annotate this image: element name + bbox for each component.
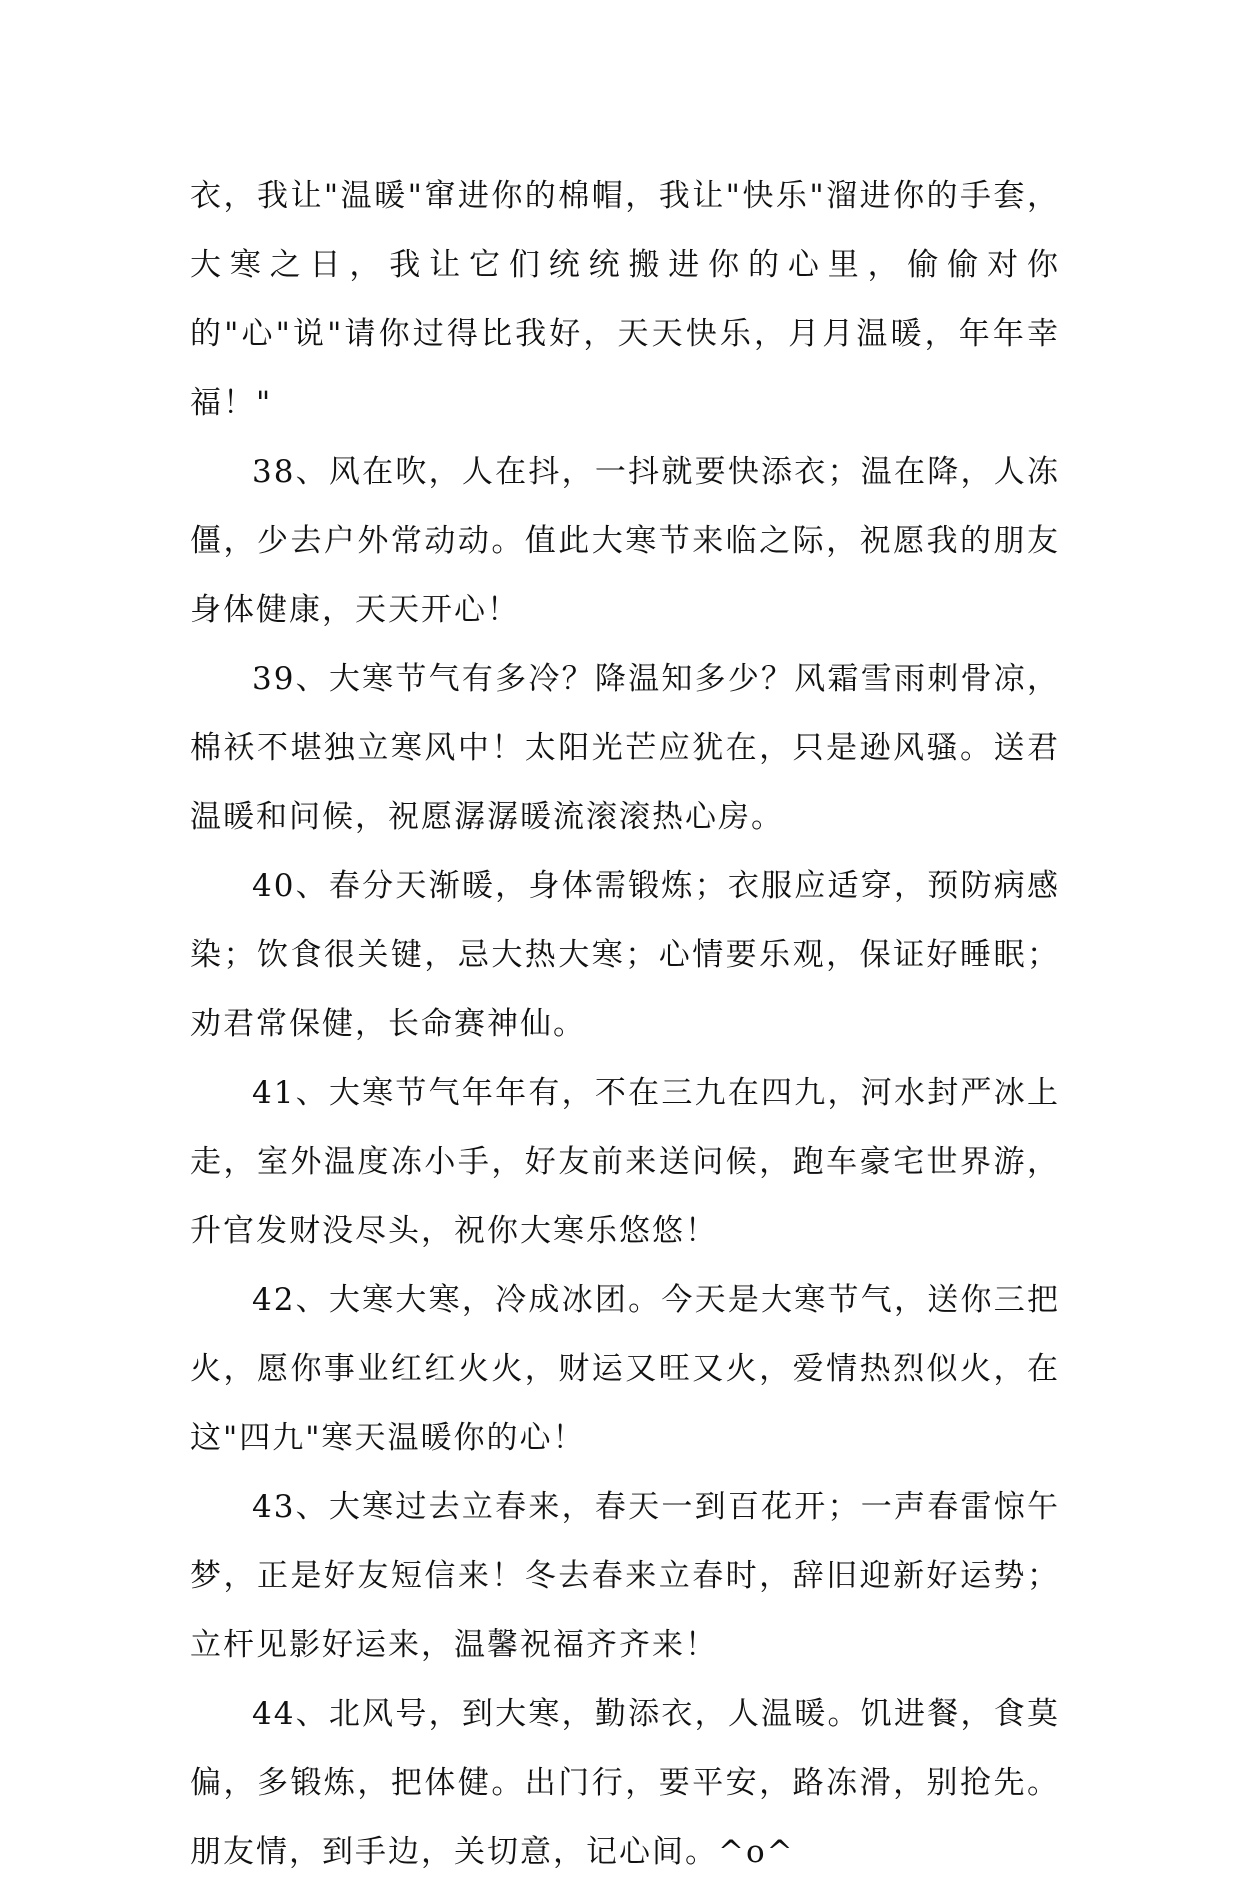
paragraph-continued: 衣，我让"温暖"窜进你的棉帽，我让"快乐"溜进你的手套，大寒之日，我让它们统统搬进你的心里，偷偷对你的"心"说"请你过得比我好，天天快乐，月月温暖，年年幸福！" xyxy=(190,178,1060,421)
paragraph-40: 40、春分天渐暖，身体需锻炼；衣服应适穿，预防病感染；饮食很关键，忌大热大寒；心情要乐观，保证好睡眠；劝君常保健，长命赛神仙。 xyxy=(190,868,1060,1042)
paragraph-43: 43、大寒过去立春来，春天一到百花开；一声春雷惊午梦，正是好友短信来！冬去春来立春时，辞旧迎新好运势；立杆见影好运来，温馨祝福齐齐来！ xyxy=(190,1489,1060,1663)
paragraph-42: 42、大寒大寒，冷成冰团。今天是大寒节气，送你三把火，愿你事业红红火火，财运又旺又火，爱情热烈似火，在这"四九"寒天温暖你的心！ xyxy=(190,1282,1060,1456)
paragraph-44: 44、北风号，到大寒，勤添衣，人温暖。饥进餐，食莫偏，多锻炼，把体健。出门行，要平安，路冻滑，别抢先。朋友情，到手边，关切意，记心间。^o^ xyxy=(190,1696,1060,1870)
document-body xyxy=(190,162,1060,1887)
paragraph-38: 38、风在吹，人在抖，一抖就要快添衣；温在降，人冻僵，少去户外常动动。值此大寒节来临之际，祝愿我的朋友身体健康，天天开心！ xyxy=(190,454,1060,628)
paragraph-39: 39、大寒节气有多冷？降温知多少？风霜雪雨刺骨凉，棉袄不堪独立寒风中！太阳光芒应犹在，只是逊风骚。送君温暖和问候，祝愿潺潺暖流滚滚热心房。 xyxy=(190,661,1060,835)
paragraph-41: 41、大寒节气年年有，不在三九在四九，河水封严冰上走，室外温度冻小手，好友前来送问候，跑车豪宅世界游，升官发财没尽头，祝你大寒乐悠悠！ xyxy=(190,1075,1060,1249)
